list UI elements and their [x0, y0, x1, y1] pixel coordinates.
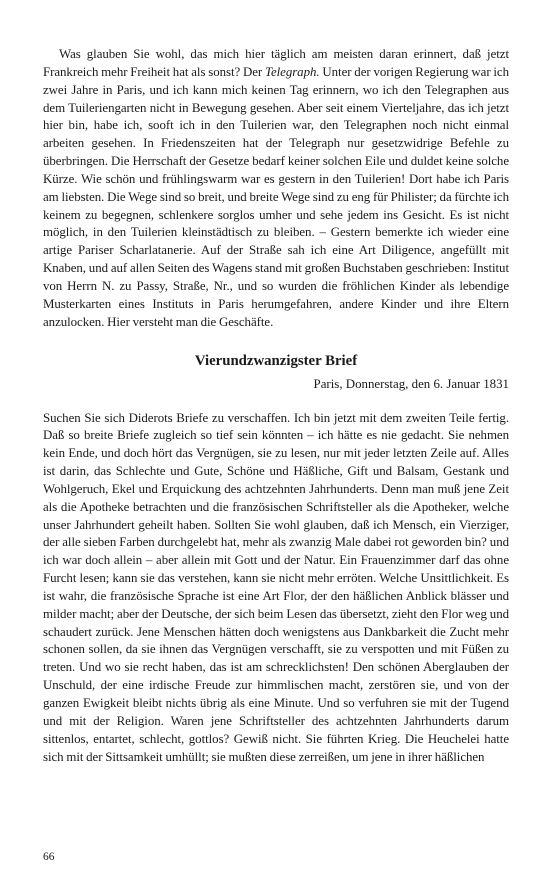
paragraph-1-lead-text: Was glauben Sie wohl, das mich hier täglich am meisten daran erinnert, daß jetzt Frankreich mehr Freiheit hat als sonst? Der	[43, 47, 509, 79]
telegraph-emphasis: Telegraph.	[265, 64, 320, 79]
page-number: 66	[43, 851, 55, 863]
book-page	[43, 46, 509, 766]
letter-heading: Vierundzwanzigster Brief	[194, 352, 358, 369]
paragraph-1-body-text: Unter der vorigen Regierung war ich zwei Jahre in Paris, und ich kann mich keinen Tag erinnern, wo ich den Telegraphen aus dem Tuileriengarten nicht in Bewegung gesehen. Aber seit einem Vierteljahre, das ich jetzt hier bin, habe ich, sooft ich in den Tuilerien war, den Telegraphen noch nicht einmal arbeiten gesehen. In Friedenszeiten hat der Telegraph nur gesetzwidrige Befehle zu überbringen. Die Herrschaft der Gesetze bedarf keiner solchen Eile und duldet keine solche Kürze. Wie schön und frühlingswarm war es gestern in den Tuilerien! Dort habe ich Paris am liebsten. Die Wege sind so breit, und breite Wege sind zu eng für Philister; da fürchte ich keinem zu begegnen, schlenkere sorglos umher und sehe jedem ins Gesicht. Es ist nicht möglich, in den Tuilerien kleinstädtisch zu bleiben. – Gestern bemerkte ich wieder eine artige Pariser Scharlatanerie. Auf der Straße sah ich eine Art Diligence, angefüllt mit Knaben, und auf allen Seiten des Wagens stand mit großen Buchstaben geschrieben: Institut von Herrn N. zu Passy, Straße, Nr., und so wurden die fröhlichen Kinder als lebendige Musterkarten eines Instituts in Paris herumgefahren, andere Kinder und ihre Eltern anzulocken. Hier versteht man die Geschäfte.	[43, 64, 509, 329]
letter-dateline: Paris, Donnerstag, den 6. Januar 1831	[313, 376, 509, 391]
paragraph-diderot: Suchen Sie sich Diderots Briefe zu verschaffen. Ich bin jetzt mit dem zweiten Teile fertig. Daß so breite Briefe zugleich so tief sein könnten – ich hätte es nie gedacht. Sie nehmen kein Ende, und doch hört das Vergnügen, sie zu lesen, nur mit jeder letzten Zeile auf. Alles ist darin, das Schlechte und Gute, Schöne und Häßliche, Gift und Balsam, Gestank und Wohlgeruch, Ekel und Erquickung des achtzehnten Jahrhunderts. Denn man muß jene Zeit als die Apotheke betrachten und die französischen Schriftsteller als die Apotheker, welche unser Jahrhundert geheilt haben. Sollten Sie wohl glauben, daß ich Mensch, ein Vierziger, der alle sieben Farben durchgelebt hat, mehr als zwanzig Male dabei rot geworden bin? und ich war doch allein – aber allein mit Gott und der Natur. Ein Frauenzimmer darf das ohne Furcht lesen; kann sie das verstehen, kann sie nicht mehr erröten. Welche Unsittlichkeit. Es ist wahr, die französische Sprache ist eine Art Flor, der den häßlichen Anblick blässer und milder macht; aber der Deutsche, der sich beim Lesen das übersetzt, zieht den Flor weg und schaudert zurück. Jene Menschen hätten doch wenigstens aus Dankbarkeit die Zucht mehr schonen sollen, da sie ihnen das Vergnügen verschafft, sie zu verspotten und mit Füßen zu treten. Und wo sie recht haben, das ist am schrecklichsten! Den schönen Aberglauben der Unschuld, der eine irdische Freude zur himmlischen macht, zerstören sie, und von der ganzen Ewigkeit bleibt nichts übrig als eine Minute. Und so verfuhren sie mit der Tugend und mit der Religion. Waren jene Schriftsteller des achtzehnten Jahrhunderts darum sittenlos, entartet, schlecht, gottlos? Gewiß nicht. Sie führten Krieg. Die Heuchelei hatte sich mit der Sittsamkeit umhüllt; sie mußten diese zerreißen, um jene in ihrer häßlichen	[43, 410, 509, 764]
paragraph-telegraph	[43, 46, 509, 332]
